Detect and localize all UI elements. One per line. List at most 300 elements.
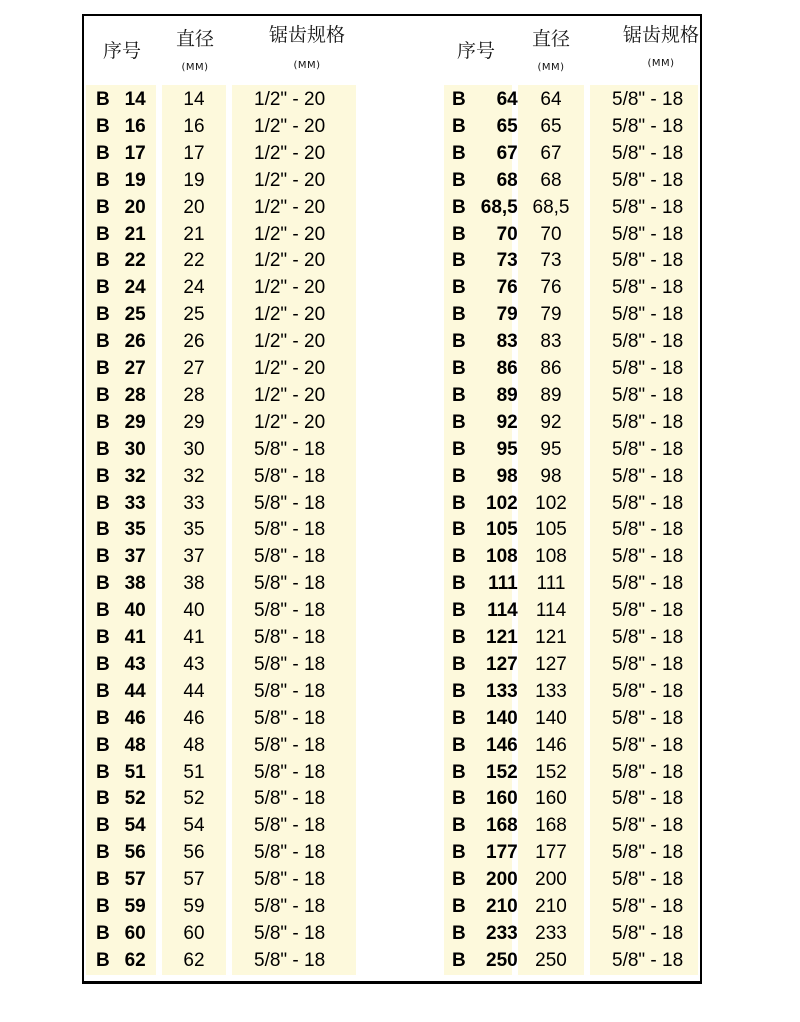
diameter-value: 65 — [540, 116, 562, 137]
diameter-value: 32 — [183, 466, 205, 487]
item-code-prefix: B — [96, 116, 110, 137]
right-table-row — [0, 328, 800, 355]
spec-value: 5/8" - 18 — [254, 842, 326, 863]
spec-value: 5/8" - 18 — [612, 170, 684, 191]
right-table-row — [0, 893, 800, 920]
spec-value: 5/8" - 18 — [612, 869, 684, 890]
item-code-number: 210 — [486, 896, 518, 917]
item-code-number: 56 — [124, 842, 146, 863]
diameter-value: 76 — [540, 277, 562, 298]
item-code-prefix: B — [452, 654, 466, 675]
item-code-number: 133 — [486, 681, 518, 702]
spec-value: 5/8" - 18 — [612, 385, 684, 406]
item-code-number: 30 — [124, 439, 146, 460]
item-code-number: 105 — [486, 519, 518, 540]
item-code-prefix: B — [96, 412, 110, 433]
item-code-number: 41 — [124, 627, 146, 648]
item-code-number: 83 — [496, 331, 518, 352]
item-code-number: 16 — [124, 116, 146, 137]
item-code-prefix: B — [452, 546, 466, 567]
item-code-prefix: B — [96, 869, 110, 890]
item-code-prefix: B — [96, 600, 110, 621]
right-table-row — [0, 651, 800, 678]
spec-value: 5/8" - 18 — [254, 519, 326, 540]
diameter-value: 68,5 — [532, 197, 570, 218]
left-header-diameter: 直径 — [175, 28, 214, 50]
spec-value: 5/8" - 18 — [612, 600, 684, 621]
diameter-value: 19 — [183, 170, 205, 191]
item-code-prefix: B — [452, 170, 466, 191]
spec-value: 1/2" - 20 — [254, 358, 326, 379]
left-header-spec: 锯齿规格 — [268, 24, 345, 46]
spec-value: 1/2" - 20 — [254, 385, 326, 406]
item-code-number: 233 — [486, 923, 518, 944]
right-header-diameter-unit: (MM) — [537, 62, 565, 73]
spec-value: 5/8" - 18 — [612, 573, 684, 594]
diameter-value: 68 — [540, 170, 562, 191]
right-table-row — [0, 409, 800, 436]
right-header-diameter: 直径 — [531, 28, 570, 50]
spec-value: 5/8" - 18 — [254, 950, 326, 971]
spec-value: 5/8" - 18 — [612, 735, 684, 756]
right-table-row — [0, 140, 800, 167]
item-code — [452, 86, 518, 113]
diameter-value: 27 — [183, 358, 205, 379]
spec-value: 5/8" - 18 — [612, 197, 684, 218]
right-table-row — [0, 436, 800, 463]
spec-value: 5/8" - 18 — [612, 493, 684, 514]
item-code-prefix: B — [96, 681, 110, 702]
item-code-number: 24 — [124, 277, 146, 298]
item-code-number: 127 — [486, 654, 518, 675]
item-code — [452, 705, 518, 732]
item-code-number: 79 — [496, 304, 518, 325]
diameter-value: 38 — [183, 573, 205, 594]
spec-value: 5/8" - 18 — [612, 412, 684, 433]
diameter-value: 20 — [183, 197, 205, 218]
item-code — [452, 759, 518, 786]
item-code-number: 27 — [124, 358, 146, 379]
diameter-value: 57 — [183, 869, 205, 890]
diameter-value: 168 — [535, 815, 567, 836]
item-code-prefix: B — [96, 950, 110, 971]
spec-value: 1/2" - 20 — [254, 224, 326, 245]
item-code — [452, 328, 518, 355]
diameter-value: 95 — [540, 439, 562, 460]
item-code-number: 64 — [496, 89, 518, 110]
item-code-prefix: B — [96, 250, 110, 271]
item-code — [452, 624, 518, 651]
spec-value: 1/2" - 20 — [254, 170, 326, 191]
right-table-row — [0, 221, 800, 248]
spec-value: 1/2" - 20 — [254, 197, 326, 218]
spec-value: 1/2" - 20 — [254, 143, 326, 164]
item-code-number: 108 — [486, 546, 518, 567]
diameter-value: 233 — [535, 923, 567, 944]
item-code-prefix: B — [452, 573, 466, 594]
spec-value: 5/8" - 18 — [612, 143, 684, 164]
right-table-row — [0, 382, 800, 409]
diameter-value: 210 — [535, 896, 567, 917]
item-code — [452, 732, 518, 759]
item-code-number: 40 — [124, 600, 146, 621]
left-header-diameter-unit: (MM) — [181, 62, 209, 73]
item-code — [452, 355, 518, 382]
spec-value: 5/8" - 18 — [254, 466, 326, 487]
diameter-value: 121 — [535, 627, 567, 648]
spec-value: 5/8" - 18 — [612, 708, 684, 729]
diameter-value: 35 — [183, 519, 205, 540]
item-code — [452, 382, 518, 409]
right-header-spec: 锯齿规格 — [622, 24, 699, 46]
item-code-prefix: B — [452, 466, 466, 487]
right-table-row — [0, 678, 800, 705]
diameter-value: 152 — [535, 762, 567, 783]
item-code-number: 177 — [486, 842, 518, 863]
diameter-value: 62 — [183, 950, 205, 971]
item-code-prefix: B — [452, 331, 466, 352]
spec-value: 5/8" - 18 — [612, 896, 684, 917]
diameter-value: 60 — [183, 923, 205, 944]
item-code-number: 111 — [488, 573, 518, 594]
right-table-row — [0, 785, 800, 812]
diameter-value: 67 — [540, 143, 562, 164]
right-table-row — [0, 624, 800, 651]
item-code-number: 152 — [486, 762, 518, 783]
right-table-row — [0, 839, 800, 866]
item-code — [452, 893, 518, 920]
right-table-row — [0, 759, 800, 786]
item-code — [452, 167, 518, 194]
item-code-prefix: B — [96, 654, 110, 675]
diameter-value: 14 — [183, 89, 205, 110]
spec-value: 5/8" - 18 — [254, 788, 326, 809]
item-code — [452, 812, 518, 839]
right-table-row — [0, 301, 800, 328]
diameter-value: 250 — [535, 950, 567, 971]
item-code-number: 92 — [496, 412, 518, 433]
item-code-prefix: B — [96, 224, 110, 245]
diameter-value: 83 — [540, 331, 562, 352]
item-code — [452, 785, 518, 812]
diameter-value: 24 — [183, 277, 205, 298]
item-code-prefix: B — [452, 923, 466, 944]
diameter-value: 25 — [183, 304, 205, 325]
diameter-value: 43 — [183, 654, 205, 675]
item-code-prefix: B — [452, 788, 466, 809]
spec-value: 5/8" - 18 — [254, 681, 326, 702]
diameter-value: 46 — [183, 708, 205, 729]
spec-value: 5/8" - 18 — [612, 466, 684, 487]
spec-value: 5/8" - 18 — [254, 654, 326, 675]
diameter-value: 140 — [535, 708, 567, 729]
spec-value: 5/8" - 18 — [612, 762, 684, 783]
item-code-prefix: B — [96, 788, 110, 809]
item-code-number: 68 — [496, 170, 518, 191]
item-code-number: 48 — [124, 735, 146, 756]
spec-value: 5/8" - 18 — [254, 923, 326, 944]
spec-value: 5/8" - 18 — [254, 869, 326, 890]
diameter-value: 160 — [535, 788, 567, 809]
diameter-value: 114 — [535, 600, 567, 621]
item-code-prefix: B — [452, 358, 466, 379]
diameter-value: 105 — [535, 519, 567, 540]
spec-value: 5/8" - 18 — [612, 89, 684, 110]
diameter-value: 16 — [183, 116, 205, 137]
right-table-row — [0, 355, 800, 382]
item-code-prefix: B — [452, 250, 466, 271]
diameter-value: 28 — [183, 385, 205, 406]
spec-value: 5/8" - 18 — [612, 546, 684, 567]
item-code-prefix: B — [96, 815, 110, 836]
right-table-row — [0, 274, 800, 301]
diameter-value: 40 — [183, 600, 205, 621]
item-code-number: 67 — [496, 143, 518, 164]
item-code-number: 60 — [124, 923, 146, 944]
diameter-value: 127 — [535, 654, 567, 675]
item-code-prefix: B — [452, 600, 466, 621]
item-code-prefix: B — [452, 304, 466, 325]
diameter-value: 86 — [540, 358, 562, 379]
item-code-number: 70 — [496, 224, 518, 245]
diameter-value: 98 — [540, 466, 562, 487]
item-code-prefix: B — [96, 89, 110, 110]
spec-value: 5/8" - 18 — [612, 681, 684, 702]
item-code — [452, 221, 518, 248]
item-code-number: 114 — [487, 600, 518, 621]
spec-value: 5/8" - 18 — [612, 358, 684, 379]
item-code-number: 44 — [124, 681, 146, 702]
item-code — [452, 140, 518, 167]
item-code-number: 76 — [496, 277, 518, 298]
item-code — [452, 839, 518, 866]
diameter-value: 111 — [536, 573, 566, 594]
item-code-number: 250 — [486, 950, 518, 971]
spec-value: 5/8" - 18 — [612, 224, 684, 245]
diameter-value: 73 — [540, 250, 562, 271]
diameter-value: 17 — [183, 143, 205, 164]
item-code-prefix: B — [452, 493, 466, 514]
item-code-number: 168 — [486, 815, 518, 836]
item-code — [452, 194, 518, 221]
spec-value: 5/8" - 18 — [254, 600, 326, 621]
right-table-row — [0, 113, 800, 140]
item-code-number: 20 — [124, 197, 146, 218]
right-header-spec-unit: (MM) — [647, 58, 675, 69]
diameter-value: 59 — [183, 896, 205, 917]
item-code-number: 121 — [486, 627, 518, 648]
item-code-number: 89 — [496, 385, 518, 406]
item-code-number: 62 — [124, 950, 146, 971]
right-table-row — [0, 920, 800, 947]
spec-value: 5/8" - 18 — [254, 546, 326, 567]
item-code-prefix: B — [96, 358, 110, 379]
diameter-value: 108 — [535, 546, 567, 567]
item-code-prefix: B — [96, 573, 110, 594]
item-code-prefix: B — [452, 412, 466, 433]
item-code — [452, 274, 518, 301]
spec-value: 1/2" - 20 — [254, 331, 326, 352]
item-code-prefix: B — [452, 385, 466, 406]
item-code-prefix: B — [96, 466, 110, 487]
right-table-row — [0, 247, 800, 274]
diameter-value: 29 — [183, 412, 205, 433]
spec-value: 5/8" - 18 — [612, 842, 684, 863]
item-code — [452, 570, 518, 597]
item-code-number: 19 — [124, 170, 146, 191]
item-code-prefix: B — [452, 519, 466, 540]
spec-value: 1/2" - 20 — [254, 412, 326, 433]
spec-value: 5/8" - 18 — [612, 923, 684, 944]
spec-value: 5/8" - 18 — [612, 815, 684, 836]
item-code-number: 17 — [124, 143, 146, 164]
spec-value: 5/8" - 18 — [254, 708, 326, 729]
diameter-value: 22 — [183, 250, 205, 271]
item-code-prefix: B — [96, 519, 110, 540]
item-code-prefix: B — [452, 735, 466, 756]
item-code-number: 54 — [124, 815, 146, 836]
item-code-prefix: B — [452, 815, 466, 836]
item-code-prefix: B — [96, 546, 110, 567]
spec-value: 5/8" - 18 — [612, 304, 684, 325]
item-code-prefix: B — [452, 627, 466, 648]
item-code-number: 32 — [124, 466, 146, 487]
item-code-number: 46 — [124, 708, 146, 729]
right-table-row — [0, 86, 800, 113]
diameter-value: 33 — [183, 493, 205, 514]
item-code-prefix: B — [96, 143, 110, 164]
right-table-row — [0, 866, 800, 893]
item-code — [452, 463, 518, 490]
item-code — [452, 409, 518, 436]
item-code-number: 200 — [486, 869, 518, 890]
diameter-value: 200 — [535, 869, 567, 890]
item-code — [452, 651, 518, 678]
item-code — [452, 490, 518, 517]
item-code-number: 38 — [124, 573, 146, 594]
item-code-prefix: B — [96, 385, 110, 406]
spec-value: 1/2" - 20 — [254, 304, 326, 325]
item-code-prefix: B — [96, 170, 110, 191]
spec-value: 5/8" - 18 — [612, 654, 684, 675]
item-code-prefix: B — [96, 493, 110, 514]
item-code-number: 33 — [124, 493, 146, 514]
spec-value: 5/8" - 18 — [254, 627, 326, 648]
right-table-row — [0, 490, 800, 517]
spec-value: 5/8" - 18 — [612, 277, 684, 298]
item-code-prefix: B — [452, 116, 466, 137]
item-code — [452, 920, 518, 947]
diameter-value: 26 — [183, 331, 205, 352]
item-code-number: 140 — [486, 708, 518, 729]
item-code — [452, 678, 518, 705]
item-code-prefix: B — [96, 842, 110, 863]
item-code-number: 102 — [486, 493, 518, 514]
diameter-value: 30 — [183, 439, 205, 460]
diameter-value: 146 — [535, 735, 567, 756]
item-code-prefix: B — [96, 923, 110, 944]
spec-value: 1/2" - 20 — [254, 116, 326, 137]
diameter-value: 54 — [183, 815, 205, 836]
item-code-number: 21 — [124, 224, 146, 245]
spec-value: 1/2" - 20 — [254, 277, 326, 298]
right-table-row — [0, 194, 800, 221]
spec-value: 5/8" - 18 — [612, 439, 684, 460]
item-code-number: 68,5 — [480, 197, 518, 218]
item-code-number: 73 — [496, 250, 518, 271]
right-table-row — [0, 705, 800, 732]
diameter-value: 51 — [183, 762, 205, 783]
right-header-id: 序号 — [456, 40, 495, 62]
item-code — [452, 947, 518, 974]
spec-value: 5/8" - 18 — [254, 493, 326, 514]
spec-value: 5/8" - 18 — [612, 950, 684, 971]
right-table-row — [0, 732, 800, 759]
spec-value: 5/8" - 18 — [254, 735, 326, 756]
item-code-prefix: B — [452, 950, 466, 971]
item-code-prefix: B — [452, 842, 466, 863]
diameter-value: 79 — [540, 304, 562, 325]
item-code-number: 57 — [124, 869, 146, 890]
item-code-prefix: B — [96, 896, 110, 917]
right-table-row — [0, 812, 800, 839]
item-code-prefix: B — [452, 896, 466, 917]
item-code-prefix: B — [452, 197, 466, 218]
item-code-number: 22 — [124, 250, 146, 271]
item-code-number: 146 — [486, 735, 518, 756]
item-code-number: 65 — [496, 116, 518, 137]
spec-value: 5/8" - 18 — [612, 627, 684, 648]
item-code-number: 51 — [124, 762, 146, 783]
diameter-value: 56 — [183, 842, 205, 863]
right-table-row — [0, 597, 800, 624]
diameter-value: 21 — [183, 224, 205, 245]
item-code-number: 28 — [124, 385, 146, 406]
item-code-prefix: B — [452, 869, 466, 890]
item-code-number: 95 — [496, 439, 518, 460]
diameter-value: 70 — [540, 224, 562, 245]
item-code — [452, 543, 518, 570]
item-code-prefix: B — [452, 762, 466, 783]
spec-value: 5/8" - 18 — [254, 896, 326, 917]
item-code-prefix: B — [96, 627, 110, 648]
diameter-value: 52 — [183, 788, 205, 809]
item-code-prefix: B — [452, 89, 466, 110]
item-code-prefix: B — [96, 762, 110, 783]
item-code-prefix: B — [96, 197, 110, 218]
right-table-row — [0, 463, 800, 490]
item-code-prefix: B — [96, 277, 110, 298]
diameter-value: 92 — [540, 412, 562, 433]
spec-value: 1/2" - 20 — [254, 250, 326, 271]
diameter-value: 41 — [183, 627, 205, 648]
spec-value: 5/8" - 18 — [612, 788, 684, 809]
diameter-value: 44 — [183, 681, 205, 702]
diameter-value: 37 — [183, 546, 205, 567]
item-code-prefix: B — [96, 439, 110, 460]
item-code-prefix: B — [96, 708, 110, 729]
item-code-number: 29 — [124, 412, 146, 433]
spec-value: 5/8" - 18 — [254, 573, 326, 594]
item-code — [452, 247, 518, 274]
diameter-value: 102 — [535, 493, 567, 514]
item-code-number: 160 — [486, 788, 518, 809]
item-code-prefix: B — [96, 735, 110, 756]
item-code-prefix: B — [452, 277, 466, 298]
spec-value: 5/8" - 18 — [612, 519, 684, 540]
item-code-prefix: B — [452, 224, 466, 245]
item-code — [452, 866, 518, 893]
